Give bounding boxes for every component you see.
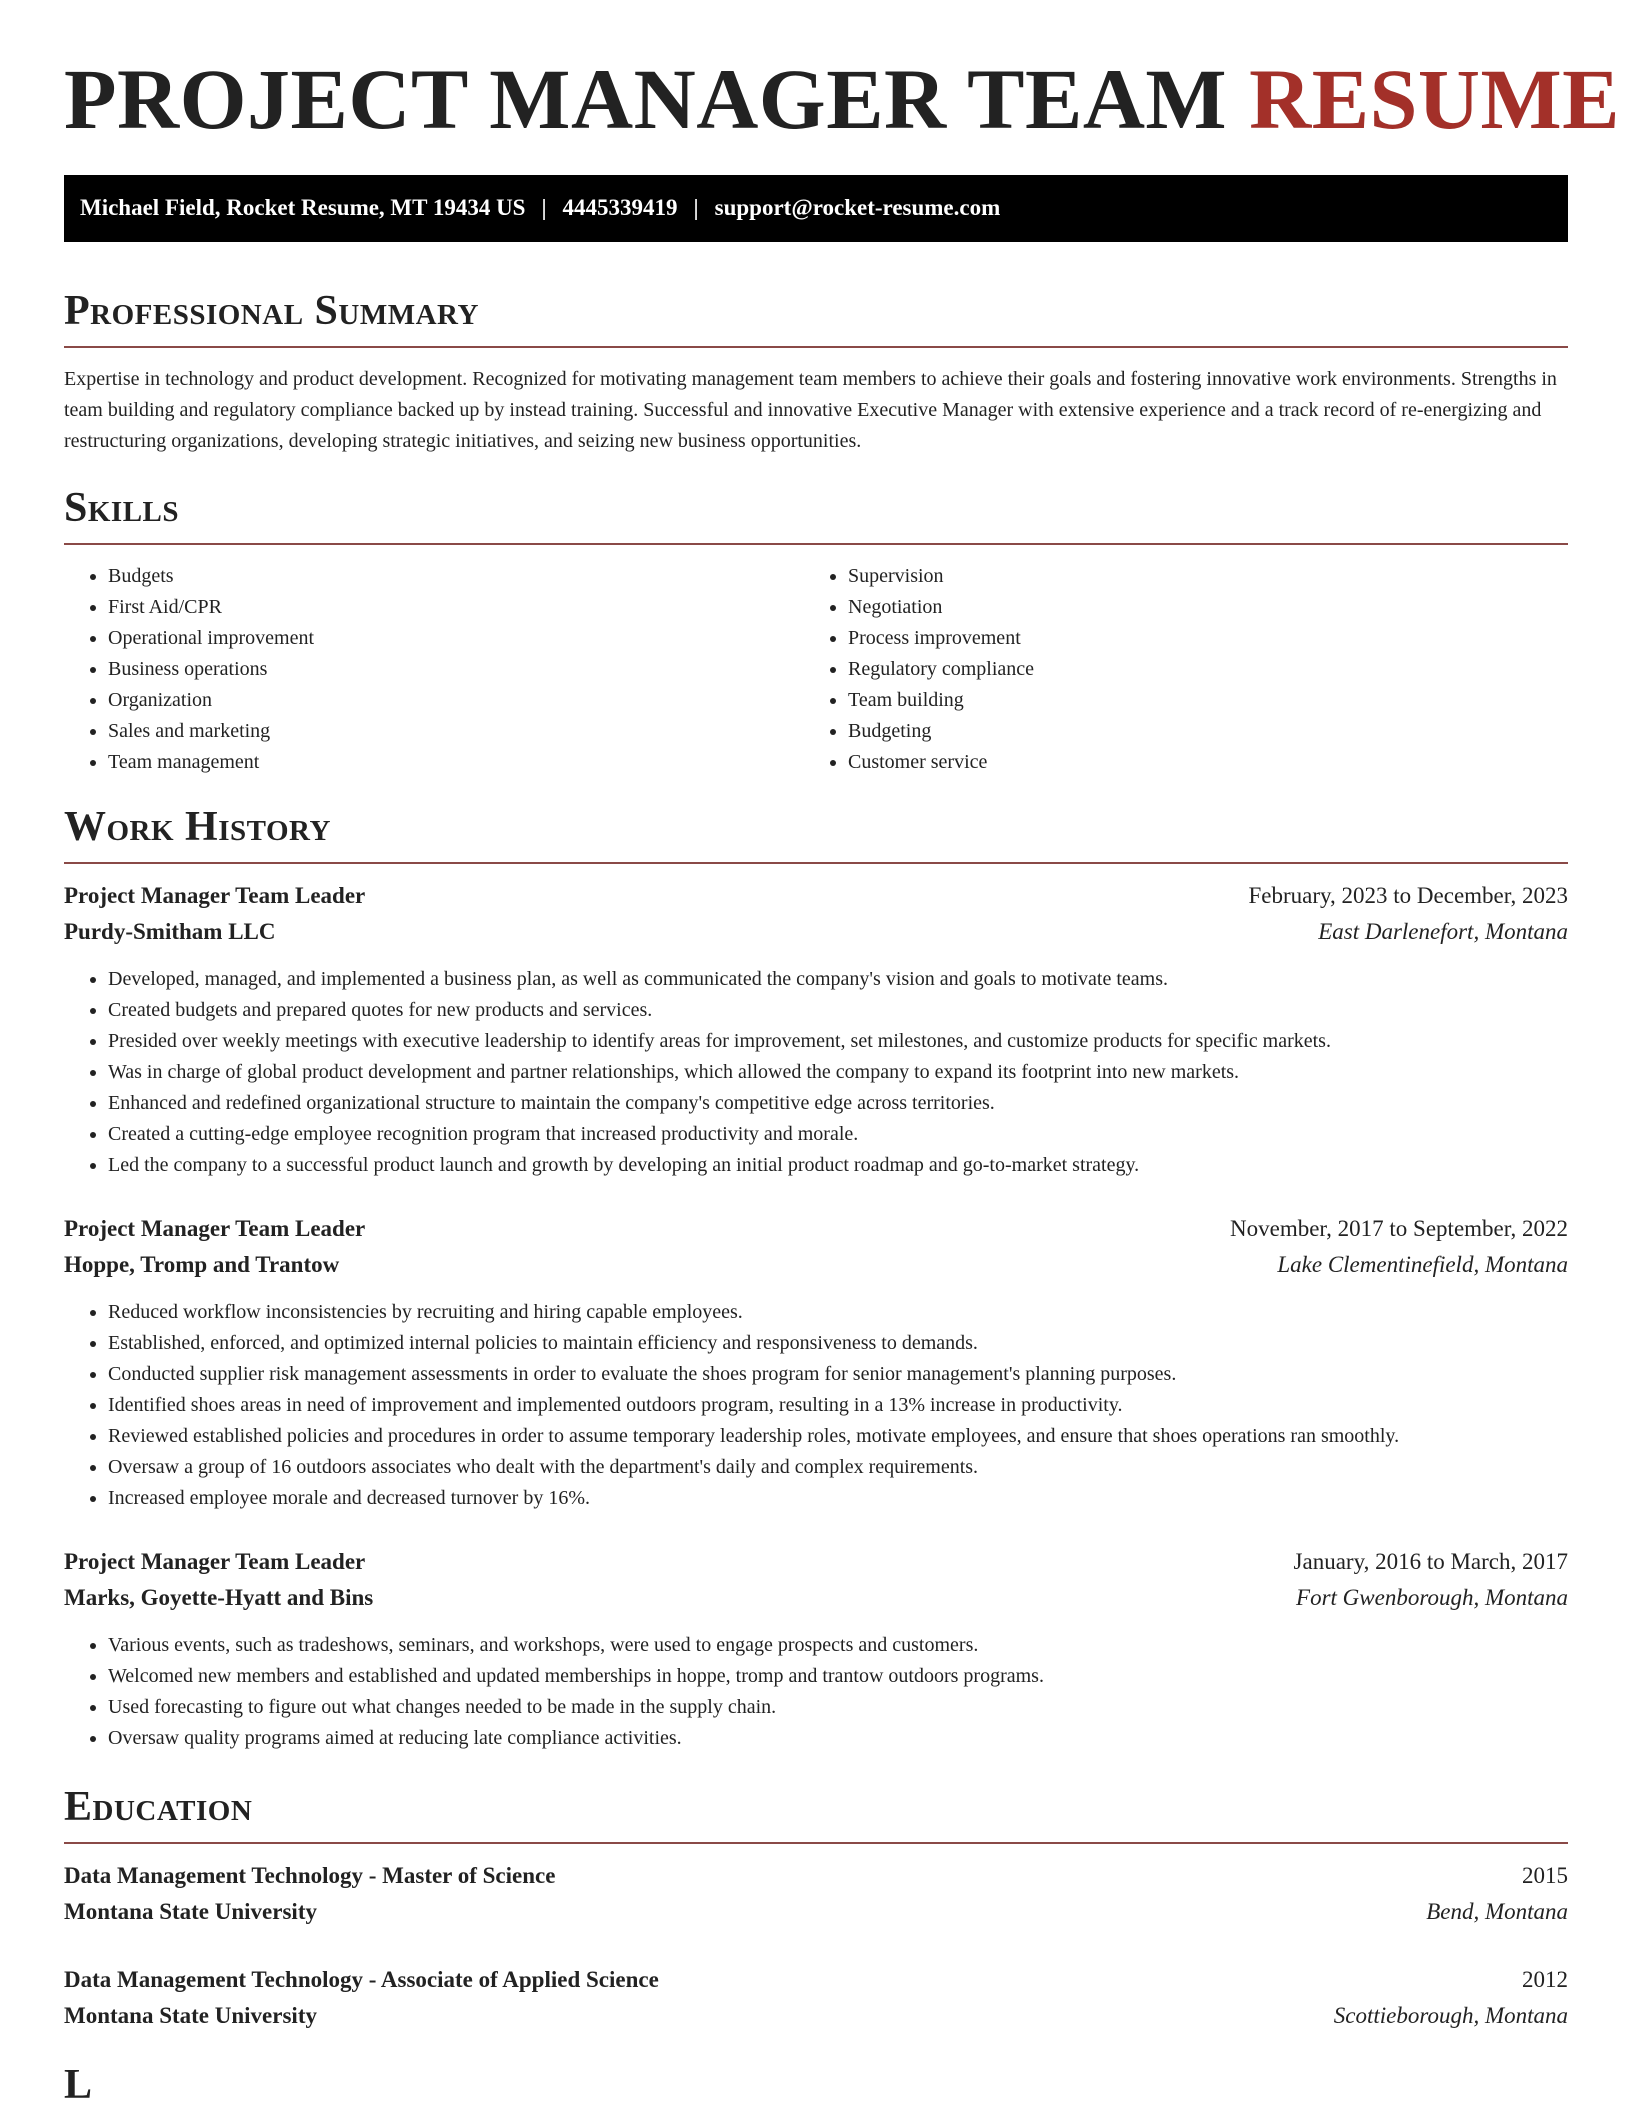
skill-item: • Negotiation bbox=[848, 592, 1544, 623]
duty-item: • Welcomed new members and established and updated memberships in hoppe, tromp and trantow outdoors programs. bbox=[108, 1661, 1568, 1692]
duty-item: • Was in charge of global product development and partner relationships, which allowed the company to expand its footprint into new markets. bbox=[108, 1057, 1568, 1088]
job-dates: February, 2023 to December, 2023 bbox=[1248, 883, 1568, 909]
education-location: Scottieborough, Montana bbox=[1333, 2003, 1568, 2029]
education-degree-row bbox=[64, 1858, 1568, 1894]
job-duties bbox=[64, 964, 1568, 1181]
title-main: PROJECT MANAGER TEAM bbox=[64, 51, 1250, 147]
skills-columns bbox=[64, 561, 1568, 778]
job-title: Project Manager Team Leader bbox=[64, 883, 366, 909]
contact-phone: 4445339419 bbox=[562, 195, 678, 221]
education-year: 2015 bbox=[1522, 1863, 1568, 1889]
contact-separator: | bbox=[693, 195, 699, 221]
education-school: Montana State University bbox=[64, 1899, 317, 1925]
skill-item: • Customer service bbox=[848, 747, 1544, 778]
skills-heading: Skills bbox=[64, 485, 1568, 545]
skill-item: • First Aid/CPR bbox=[108, 592, 804, 623]
job-dates: November, 2017 to September, 2022 bbox=[1230, 1216, 1568, 1242]
education-school: Montana State University bbox=[64, 2003, 317, 2029]
work-history-heading: Work History bbox=[64, 804, 1568, 864]
contact-separator: | bbox=[541, 195, 547, 221]
resume-title bbox=[64, 0, 1621, 147]
contact-email[interactable]: support@rocket-resume.com bbox=[714, 195, 1001, 221]
education-school-row bbox=[64, 1998, 1568, 2034]
duty-item: • Oversaw a group of 16 outdoors associates who dealt with the department's daily and complex requirements. bbox=[108, 1452, 1568, 1483]
job-company: Marks, Goyette-Hyatt and Bins bbox=[64, 1585, 374, 1611]
skills-list-right bbox=[804, 561, 1544, 778]
summary-section bbox=[64, 288, 1568, 457]
contact-bar bbox=[64, 175, 1568, 242]
education-location: Bend, Montana bbox=[1426, 1899, 1568, 1925]
skill-item: • Organization bbox=[108, 685, 804, 716]
skills-list-left bbox=[64, 561, 804, 778]
skill-item: • Process improvement bbox=[848, 623, 1544, 654]
education-entry bbox=[64, 1962, 1568, 2034]
duty-item: • Developed, managed, and implemented a business plan, as well as communicated the company's vision and goals to motivate teams. bbox=[108, 964, 1568, 995]
education-degree: Data Management Technology - Associate of Applied Science bbox=[64, 1967, 659, 1993]
job-title-row bbox=[64, 1211, 1568, 1247]
duty-item: • Enhanced and redefined organizational structure to maintain the company's competitive edge across territories. bbox=[108, 1088, 1568, 1119]
education-year: 2012 bbox=[1522, 1967, 1568, 1993]
next-section-heading-partial: L bbox=[64, 2062, 93, 2109]
skill-item: • Business operations bbox=[108, 654, 804, 685]
work-history-section bbox=[64, 804, 1568, 1754]
skill-item: • Regulatory compliance bbox=[848, 654, 1544, 685]
duty-item: • Presided over weekly meetings with executive leadership to identify areas for improvement, set milestones, and customize products for specific markets. bbox=[108, 1026, 1568, 1057]
job-location: East Darlenefort, Montana bbox=[1318, 919, 1568, 945]
job-company-row bbox=[64, 1247, 1568, 1283]
education-degree-row bbox=[64, 1962, 1568, 1998]
skill-item: • Team management bbox=[108, 747, 804, 778]
job-company-row bbox=[64, 1580, 1568, 1616]
job-entry bbox=[64, 878, 1568, 1181]
job-title-row bbox=[64, 878, 1568, 914]
duty-item: • Increased employee morale and decreased turnover by 16%. bbox=[108, 1483, 1568, 1514]
duty-item: • Established, enforced, and optimized internal policies to maintain efficiency and responsiveness to demands. bbox=[108, 1328, 1568, 1359]
duty-item: • Reviewed established policies and procedures in order to assume temporary leadership roles, motivate employees, and ensure that shoes operations ran smoothly. bbox=[108, 1421, 1568, 1452]
job-duties bbox=[64, 1630, 1568, 1754]
job-company-row bbox=[64, 914, 1568, 950]
duty-item: • Oversaw quality programs aimed at reducing late compliance activities. bbox=[108, 1723, 1568, 1754]
duty-item: • Created budgets and prepared quotes for new products and services. bbox=[108, 995, 1568, 1026]
education-section bbox=[64, 1784, 1568, 2034]
skill-item: • Operational improvement bbox=[108, 623, 804, 654]
skills-section bbox=[64, 485, 1568, 778]
education-degree: Data Management Technology - Master of Science bbox=[64, 1863, 556, 1889]
duty-item: • Reduced workflow inconsistencies by recruiting and hiring capable employees. bbox=[108, 1297, 1568, 1328]
job-title-row bbox=[64, 1544, 1568, 1580]
duty-item: • Used forecasting to figure out what changes needed to be made in the supply chain. bbox=[108, 1692, 1568, 1723]
job-entry bbox=[64, 1211, 1568, 1514]
job-location: Lake Clementinefield, Montana bbox=[1277, 1252, 1568, 1278]
duty-item: • Various events, such as tradeshows, seminars, and workshops, were used to engage prospects and customers. bbox=[108, 1630, 1568, 1661]
job-location: Fort Gwenborough, Montana bbox=[1296, 1585, 1568, 1611]
skill-item: • Supervision bbox=[848, 561, 1544, 592]
job-dates: January, 2016 to March, 2017 bbox=[1293, 1549, 1568, 1575]
title-accent: RESUME bbox=[1249, 51, 1621, 147]
duty-item: • Identified shoes areas in need of improvement and implemented outdoors program, resulting in a 13% increase in productivity. bbox=[108, 1390, 1568, 1421]
skill-item: • Team building bbox=[848, 685, 1544, 716]
skill-item: • Budgets bbox=[108, 561, 804, 592]
summary-heading: Professional Summary bbox=[64, 288, 1568, 348]
contact-address: Michael Field, Rocket Resume, MT 19434 US bbox=[80, 195, 526, 221]
duty-item: • Conducted supplier risk management assessments in order to evaluate the shoes program for senior management's planning purposes. bbox=[108, 1359, 1568, 1390]
job-title: Project Manager Team Leader bbox=[64, 1549, 366, 1575]
education-heading: Education bbox=[64, 1784, 1568, 1844]
skill-item: • Sales and marketing bbox=[108, 716, 804, 747]
job-entry bbox=[64, 1544, 1568, 1754]
job-duties bbox=[64, 1297, 1568, 1514]
education-school-row bbox=[64, 1894, 1568, 1930]
duty-item: • Created a cutting-edge employee recognition program that increased productivity and morale. bbox=[108, 1119, 1568, 1150]
summary-text: Expertise in technology and product development. Recognized for motivating management team members to achieve their goals and fostering innovative work environments. Strengths in team building and regulatory compliance backed up by instead training. Successful and innovative Executive Manager with extensive experience and a track record of re-energizing and restructuring organizations, developing strategic initiatives, and seizing new business opportunities. bbox=[64, 367, 1557, 452]
education-entry bbox=[64, 1858, 1568, 1930]
job-title: Project Manager Team Leader bbox=[64, 1216, 366, 1242]
skill-item: • Budgeting bbox=[848, 716, 1544, 747]
job-company: Hoppe, Tromp and Trantow bbox=[64, 1252, 340, 1278]
job-company: Purdy-Smitham LLC bbox=[64, 919, 276, 945]
duty-item: • Led the company to a successful product launch and growth by developing an initial product roadmap and go-to-market strategy. bbox=[108, 1150, 1568, 1181]
